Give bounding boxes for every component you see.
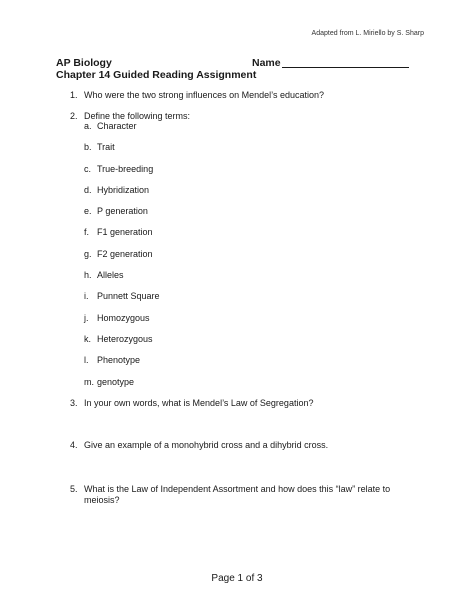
question-text: Define the following terms:: [84, 111, 191, 121]
credit-note: Adapted from L. Miriello by S. Sharp: [311, 30, 424, 37]
term-text: Phenotype: [97, 355, 141, 365]
term-item: [84, 121, 137, 132]
name-blank-line: [282, 67, 409, 68]
term-item: [84, 270, 124, 281]
term-text: Trait: [97, 142, 115, 152]
question-5: [70, 484, 390, 506]
term-letter: l.: [84, 355, 89, 365]
term-item: [84, 227, 153, 238]
term-text: Character: [97, 121, 137, 131]
question-1: [70, 90, 324, 101]
assignment-title: Chapter 14 Guided Reading Assignment: [56, 69, 257, 81]
question-text: In your own words, what is Mendel’s Law of Segregation?: [84, 398, 314, 408]
term-text: Heterozygous: [97, 334, 153, 344]
term-letter: k.: [84, 334, 92, 344]
question-number: 2.: [70, 111, 78, 121]
term-letter: j.: [84, 313, 89, 323]
term-text: Homozygous: [97, 313, 150, 323]
term-text: F1 generation: [97, 227, 153, 237]
term-text: F2 generation: [97, 249, 153, 259]
term-letter: a.: [84, 121, 92, 131]
term-letter: f.: [84, 227, 90, 237]
term-item: [84, 313, 150, 324]
term-item: [84, 249, 153, 260]
term-text: Punnett Square: [97, 291, 160, 301]
term-letter: c.: [84, 164, 92, 174]
question-4: [70, 440, 328, 451]
term-letter: g.: [84, 249, 92, 259]
term-letter: e.: [84, 206, 92, 216]
question-3: [70, 398, 313, 409]
term-letter: m.: [84, 377, 94, 387]
term-item: [84, 164, 153, 175]
term-item: [84, 142, 115, 153]
page-footer: Page 1 of 3: [211, 573, 263, 584]
question-text: Give an example of a monohybrid cross and a dihybrid cross.: [84, 440, 329, 450]
term-letter: i.: [84, 291, 89, 301]
term-text: Alleles: [97, 270, 124, 280]
term-item: [84, 291, 160, 302]
term-item: [84, 377, 134, 388]
term-item: [84, 185, 149, 196]
term-letter: h.: [84, 270, 92, 280]
term-text: Hybridization: [97, 185, 150, 195]
term-text: True-breeding: [97, 164, 154, 174]
question-number: 4.: [70, 440, 78, 450]
question-text: Who were the two strong influences on Mendel’s education?: [84, 90, 324, 100]
term-item: [84, 355, 140, 366]
term-text: P generation: [97, 206, 148, 216]
term-item: [84, 206, 148, 217]
name-label: Name: [252, 57, 281, 69]
question-text-line-2: meiosis?: [84, 495, 120, 505]
term-item: [84, 334, 153, 345]
question-number: 5.: [70, 484, 78, 494]
question-number: 1.: [70, 90, 78, 100]
term-letter: d.: [84, 185, 92, 195]
term-text: genotype: [97, 377, 135, 387]
question-number: 3.: [70, 398, 78, 408]
course-title: AP Biology: [56, 57, 112, 69]
question-text-line-1: What is the Law of Independent Assortment and how does this “law” relate to: [84, 484, 391, 494]
term-letter: b.: [84, 142, 92, 152]
